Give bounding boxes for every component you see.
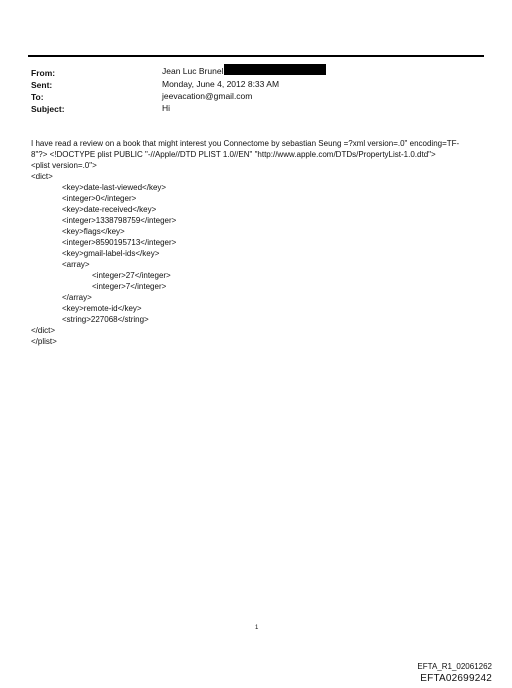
body-line: <integer>1338798759</integer> bbox=[62, 216, 177, 225]
body-line: </plist> bbox=[31, 337, 57, 346]
body-line: <integer>8590195713</integer> bbox=[62, 238, 177, 247]
subject-label: Subject: bbox=[31, 104, 65, 114]
body-line: </array> bbox=[62, 293, 92, 302]
body-line: <key>remote-id</key> bbox=[62, 304, 142, 313]
body-line: <integer>27</integer> bbox=[92, 271, 171, 280]
top-rule bbox=[28, 55, 484, 57]
bates-number-primary: EFTA_R1_02061262 bbox=[417, 662, 492, 671]
body-line: <integer>7</integer> bbox=[92, 282, 167, 291]
body-line: <dict> bbox=[31, 172, 53, 181]
sent-value: Monday, June 4, 2012 8:33 AM bbox=[162, 79, 280, 89]
body-line: <integer>0</integer> bbox=[62, 194, 137, 203]
body-line: <array> bbox=[62, 260, 90, 269]
bates-number-secondary: EFTA02699242 bbox=[420, 673, 492, 684]
body-line: <key>date-last-viewed</key> bbox=[62, 183, 167, 192]
page-number: 1 bbox=[255, 625, 259, 631]
body-line: 8"?> <!DOCTYPE plist PUBLIC "-//Apple//DTD PLIST 1.0//EN" "http://www.apple.com/DTDs/PropertyList-1.0.dtd"> bbox=[31, 150, 436, 159]
body-line: </dict> bbox=[31, 326, 56, 335]
redaction-bar bbox=[224, 64, 326, 75]
body-line: <string>227068</string> bbox=[62, 315, 149, 324]
from-label: From: bbox=[31, 68, 56, 78]
body-line: <key>date-received</key> bbox=[62, 205, 157, 214]
body-line: <key>gmail-label-ids</key> bbox=[62, 249, 160, 258]
body-line: <plist version=.0"> bbox=[31, 161, 97, 170]
subject-value: Hi bbox=[162, 103, 171, 113]
sent-label: Sent: bbox=[31, 80, 53, 90]
to-label: To: bbox=[31, 92, 44, 102]
to-value: jeevacation@gmail.com bbox=[162, 91, 253, 101]
body-line: I have read a review on a book that might interest you Connectome by sebastian Seung =?xml version=.0" encoding=TF- bbox=[31, 139, 460, 148]
from-value: Jean Luc Brunel bbox=[162, 66, 224, 76]
body-line: <key>flags</key> bbox=[62, 227, 125, 236]
